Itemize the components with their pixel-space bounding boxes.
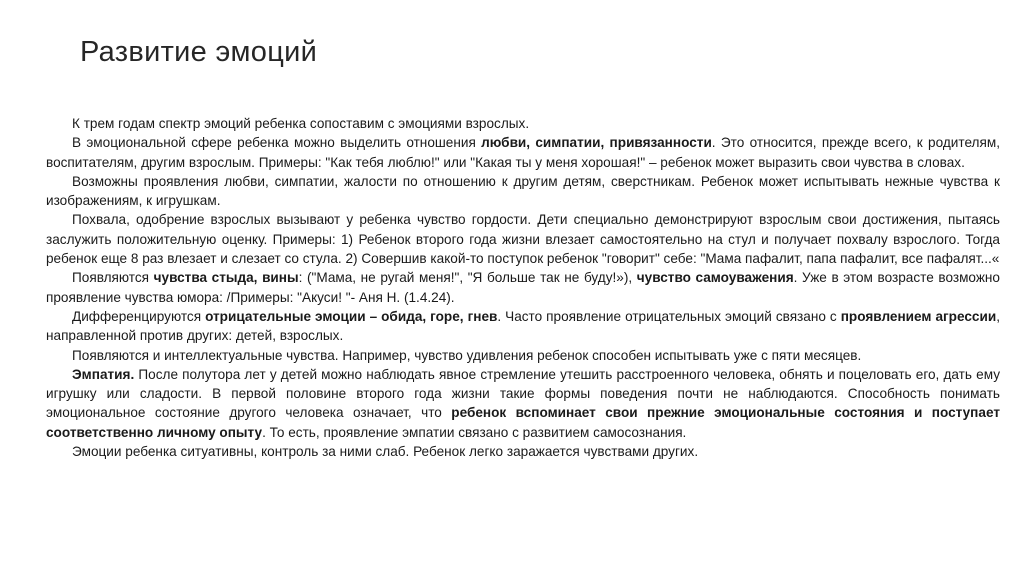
emphasis-shame: чувства стыда, вины — [153, 270, 299, 286]
emphasis-empathy: Эмпатия. — [72, 366, 135, 382]
emphasis-aggression: проявлением агрессии — [840, 308, 997, 324]
paragraph-4: Похвала, одобрение взрослых вызывают у ребенка чувство гордости. Дети специально демонстрируют взрослым свои достижения, пытаясь заслужить положительную оценку. Примеры: 1) Ребенок второго года жизни влезает самостоятельно на стул и получает похвалу взрослого. Тогда ребенок еще 8 раз влезает и слезает со стула. 2) Совершив какой-то поступок ребенок "говорит" себе: "Мама пафалит, папа пафалит, все пафалят...« — [46, 212, 1000, 267]
emphasis-recall: ребенок вспоминает свои прежние эмоциональные состояния и поступает соответственно личному опыту — [46, 405, 1000, 440]
paragraph-3: Возможны проявления любви, симпатии, жалости по отношению к другим детям, сверстникам. Ребенок может испытывать нежные чувства к изображениям, к игрушкам. — [46, 173, 1000, 209]
emphasis-self-esteem: чувство самоуважения — [636, 270, 794, 286]
emphasis-negative-emotions: отрицательные эмоции – обида, горе, гнев — [205, 308, 498, 324]
emphasis-love: любви, симпатии, привязанности — [481, 135, 712, 151]
slide-title: Развитие эмоций — [80, 36, 318, 68]
paragraph-7: Появляются и интеллектуальные чувства. Например, чувство удивления ребенок способен испытывать уже с пяти месяцев. — [72, 347, 862, 363]
paragraph-6: Дифференцируются отрицательные эмоции – обида, горе, гнев. Часто проявление отрицательных эмоций связано с проявлением агрессии, направленной против других: детей, взрослых. — [46, 308, 1000, 344]
paragraph-1: К трем годам спектр эмоций ребенка сопоставим с эмоциями взрослых. — [72, 116, 530, 131]
paragraph-8: Эмпатия. После полутора лет у детей можно наблюдать явное стремление утешить расстроенного человека, обнять и поцеловать его, дать ему игрушку или сладости. В первой половине второго года жизни такие формы поведения почти не наблюдаются. Способность понимать эмоциональное состояние другого человека означает, что ребенок вспоминает свои прежние эмоциональные состояния и поступает соответственно личному опыту. То есть, проявление эмпатии связано с развитием самосознания. — [46, 366, 1000, 440]
paragraph-5: Появляются чувства стыда, вины: ("Мама, не ругай меня!", "Я больше так не буду!»), чувство самоуважения. Уже в этом возрасте возможно проявление чувства юмора: /Примеры: "Акуси! "- Аня Н. (1.4.24). — [46, 270, 1000, 305]
paragraph-2: В эмоциональной сфере ребенка можно выделить отношения любви, симпатии, привязанности. Это относится, прежде всего, к родителям, воспитателям, другим взрослым. Примеры: "Как тебя люблю!" или "Какая ты у меня хорошая!" – ребенок может выразить свои чувства в словах. — [46, 135, 1000, 170]
paragraph-9: Эмоции ребенка ситуативны, контроль за ними слаб. Ребенок легко заражается чувствами других. — [72, 444, 699, 460]
slide-body — [46, 114, 1000, 461]
